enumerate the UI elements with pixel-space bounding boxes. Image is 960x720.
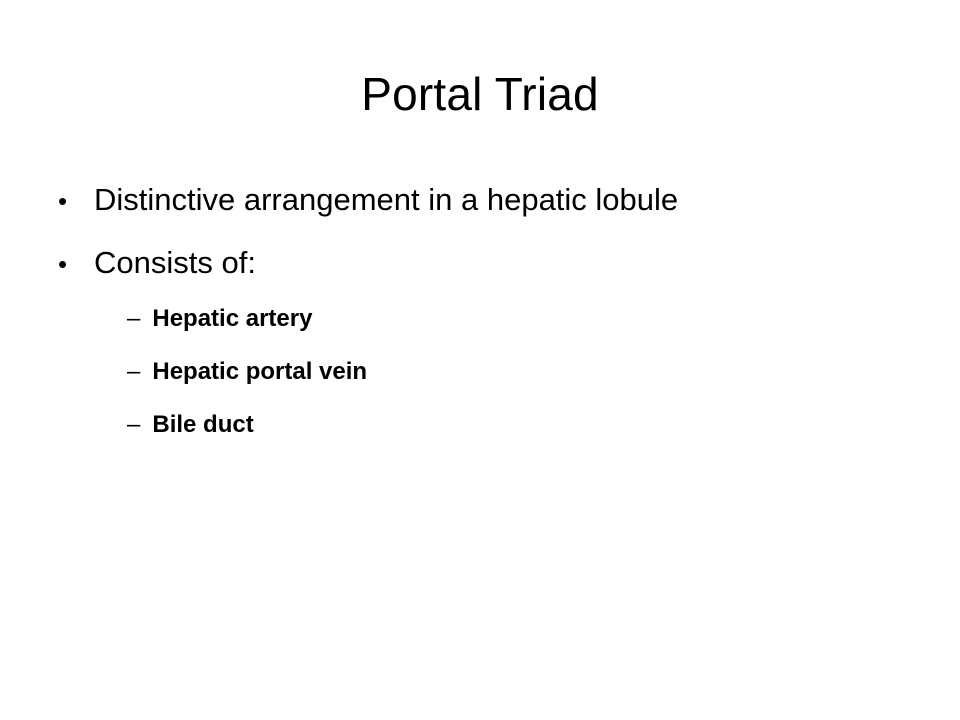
bullet-text: Distinctive arrangement in a hepatic lobule	[94, 182, 679, 217]
sub-bullet-item	[127, 409, 254, 441]
sub-bullet-item	[127, 303, 312, 335]
sub-bullet-item	[127, 356, 367, 388]
bullet-text: Consists of:	[94, 245, 256, 280]
sub-bullet-marker: –	[127, 305, 141, 332]
sub-bullet-text: Hepatic artery	[152, 305, 313, 332]
bullet-marker: •	[58, 186, 68, 216]
sub-bullet-marker: –	[127, 358, 141, 385]
bullet-marker: •	[58, 249, 68, 279]
sub-bullet-marker: –	[127, 411, 141, 438]
bullet-item	[58, 243, 256, 284]
sub-bullet-text: Bile duct	[152, 411, 254, 438]
sub-bullet-text: Hepatic portal vein	[152, 358, 368, 385]
slide-title: Portal Triad	[361, 68, 599, 120]
bullet-item	[58, 180, 678, 221]
